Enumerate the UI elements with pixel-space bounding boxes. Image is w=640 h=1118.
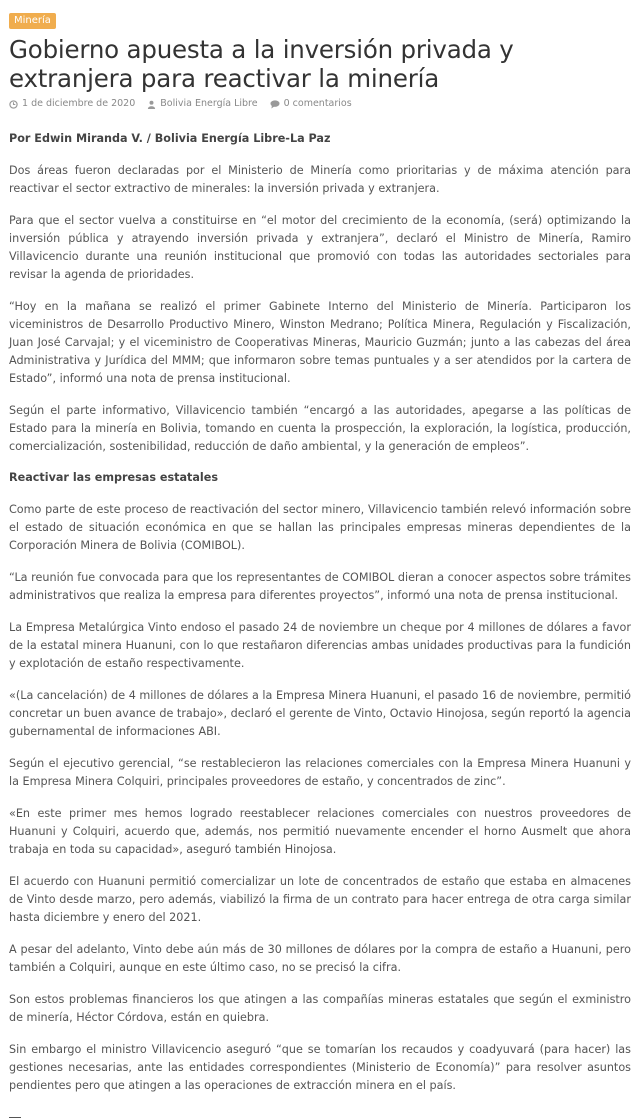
article-meta: [9, 98, 631, 110]
paragraph: Según el ejecutivo gerencial, “se restablecieron las relaciones comerciales con la Empresa Minera Huanuni y la Empresa Minera Colquiri, principales proveedores de estaño, y concentrados de zinc”.: [9, 757, 631, 788]
paragraph: Dos áreas fueron declaradas por el Ministerio de Minería como prioritarias y de máxima atención para reactivar el sector extractivo de minerales: la inversión privada y extranjera.: [9, 164, 631, 195]
comments-link[interactable]: 0 comentarios: [283, 98, 352, 109]
author-link[interactable]: Bolivia Energía Libre: [160, 98, 258, 109]
meta-date: [9, 98, 135, 110]
article-body: [9, 130, 631, 1118]
user-icon: [147, 100, 156, 109]
comment-icon: [270, 100, 280, 109]
paragraph: Para que el sector vuelva a constituirse en “el motor del crecimiento de la economía, (será) optimizando la inversión pública y atrayendo inversión privada y extranjera”, declaró el Ministro de Minería, Ramiro Villavicencio durante una reunión institucional que promovió con todas las autoridades sectoriales para revisar la agenda de prioridades.: [9, 214, 631, 281]
clock-icon: [9, 100, 18, 109]
paragraph: “La reunión fue convocada para que los representantes de COMIBOL dieran a conocer aspectos sobre trámites administrativos que realiza la empresa para diferentes proyectos”, informó una nota de prensa institucional.: [9, 571, 631, 602]
meta-comments: [270, 98, 352, 110]
paragraph: Sin embargo el ministro Villavicencio aseguró “que se tomarían los recaudos y coadyuvará (para hacer) las gestiones necesarias, ante las entidades correspondientes (Ministerio de Economía)” para resolver asuntos pendientes pero que atingen a las operaciones de extracción minera en el país.: [9, 1043, 631, 1092]
paragraph: Son estos problemas financieros los que atingen a las compañías mineras estatales que según el exministro de minería, Héctor Córdova, están en quiebra.: [9, 993, 631, 1024]
paragraph: Como parte de este proceso de reactivación del sector minero, Villavicencio también relevó información sobre el estado de situación económica en que se hallan las principales empresas mineras dependientes de la Corporación Minera de Bolivia (COMIBOL).: [9, 503, 631, 552]
paragraph: A pesar del adelanto, Vinto debe aún más de 30 millones de dólares por la compra de estaño a Huanuni, pero también a Colquiri, aunque en este último caso, no se precisó la cifra.: [9, 943, 631, 974]
meta-author: [147, 98, 257, 110]
section-heading: Reactivar las empresas estatales: [9, 471, 219, 484]
paragraph: “Hoy en la mañana se realizó el primer Gabinete Interno del Ministerio de Minería. Participaron los viceministros de Desarrollo Productivo Minero, Winston Medrano; Política Minera, Regulación y Fiscalización, Juan José Carvajal; y el viceministro de Cooperativas Mineras, Mauricio Guzmán; junto a las cabezas del área Administrativa y Jurídica del MMM; que informaron sobre temas puntuales y a ser atendidos por la cartera de Estado”, informó una nota de prensa institucional.: [9, 300, 631, 385]
paragraph: El acuerdo con Huanuni permitió comercializar un lote de concentrados de estaño que estaba en almacenes de Vinto desde marzo, pero además, viabilizó la firma de un contrato para hacer entrega de otra carga similar hasta diciembre y enero del 2021.: [9, 875, 631, 924]
paragraph: «(La cancelación) de 4 millones de dólares a la Empresa Minera Huanuni, el pasado 16 de noviembre, permitió concretar un buen avance de trabajo», declaró el gerente de Vinto, Octavio Hinojosa, según reportó la agencia gubernamental de informaciones ABI.: [9, 689, 631, 738]
category-badge[interactable]: Minería: [9, 13, 56, 29]
paragraph: Según el parte informativo, Villavicencio también “encargó a las autoridades, apegarse a las políticas de Estado para la minería en Bolivia, tomando en cuenta la prospección, la exploración, la logística, producción, comercialización, sostenibilidad, reducción de daño ambiental, y la generación de empleos”.: [9, 404, 631, 453]
byline: Por Edwin Miranda V. / Bolivia Energía Libre-La Paz: [9, 132, 331, 145]
date-link[interactable]: 1 de diciembre de 2020: [22, 98, 136, 109]
paragraph: La Empresa Metalúrgica Vinto endoso el pasado 24 de noviembre un cheque por 4 millones de dólares a favor de la estatal minera Huanuni, con lo que restañaron diferencias ambas unidades productivas para la fundición y explotación de estaño respectivamente.: [9, 621, 631, 670]
paragraph: «En este primer mes hemos logrado reestablecer relaciones comerciales con nuestros proveedores de Huanuni y Colquiri, acuerdo que, además, nos permitió nuevamente encender el horno Ausmelt que ahora trabaja en toda su capacidad», aseguró también Hinojosa.: [9, 807, 631, 856]
article-title: Gobierno apuesta a la inversión privada y extranjera para reactivar la minería: [9, 35, 514, 93]
